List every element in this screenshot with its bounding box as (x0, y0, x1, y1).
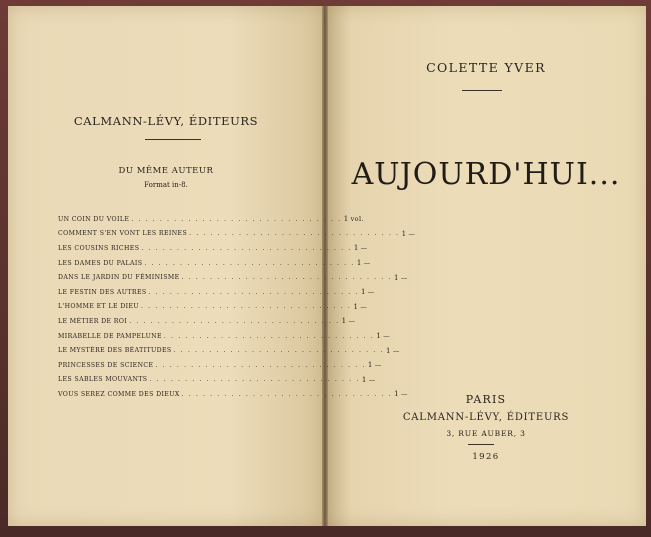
leader-dots: . . . . . . . . . . . . . . . . . . . . . . . . . . . . . . (129, 317, 340, 325)
book-list-title: LES COUSINS RICHES (58, 244, 140, 252)
imprint-publisher: CALMANN-LÉVY, ÉDITEURS (402, 412, 570, 423)
book-list-item (58, 343, 400, 358)
book-list-title: VOUS SEREZ COMME DES DIEUX (58, 390, 180, 398)
imprint-address: 3, RUE AUBER, 3 (446, 429, 526, 438)
leader-dots: . . . . . . . . . . . . . . . . . . . . . . . . . . . . . . (141, 244, 352, 252)
book-list-unit: — (383, 332, 391, 341)
imprint-year: 1926 (472, 452, 500, 462)
book-list-title: L'HOMME ET LE DIEU (58, 303, 139, 311)
leader-dots: . . . . . . . . . . . . . . . . . . . . . . . . . . . . . . (140, 303, 352, 311)
book-list-count: 1 (367, 361, 373, 370)
book-list-count: 1 (353, 302, 359, 311)
book-list-count: 1 (393, 273, 399, 282)
book-list-unit: — (392, 346, 400, 355)
book-list-unit: — (367, 288, 375, 297)
book-list-unit: — (408, 229, 416, 238)
leader-dots: . . . . . . . . . . . . . . . . . . . . . . . . . . . . . . (163, 332, 375, 340)
book-list-title: PRINCESSES DE SCIENCE (58, 361, 154, 369)
book-list-title: LES DAMES DU PALAIS (58, 259, 143, 267)
book-list-item (58, 329, 391, 344)
author-rule (462, 90, 502, 91)
leader-dots: . . . . . . . . . . . . . . . . . . . . . . . . . . . . . . (148, 288, 359, 296)
book-list-item (58, 285, 375, 300)
leader-dots: . . . . . . . . . . . . . . . . . . . . . . . . . . . . . . (189, 230, 400, 238)
book-list-unit: — (363, 259, 371, 268)
book-list-title: LE MÉTIER DE ROI (58, 317, 128, 325)
leader-dots: . . . . . . . . . . . . . . . . . . . . . . . . . . . . . . (131, 215, 342, 223)
left-divider-rule (145, 139, 201, 140)
book-list-count: 1 (361, 375, 367, 384)
book-list-count: 1 (376, 332, 382, 341)
imprint-rule (468, 444, 494, 445)
book-list-item (58, 314, 356, 329)
book-list-item (58, 300, 368, 315)
book-list-unit: — (400, 273, 408, 282)
book-list-item (58, 373, 376, 388)
book-list-count: 1 (401, 229, 407, 238)
book-list-count: 1 (394, 390, 399, 399)
format-note: Format in-8. (144, 181, 188, 189)
book-list-count: 1 (353, 244, 359, 253)
book-list-item (58, 270, 408, 285)
book-list-item (58, 241, 368, 256)
leader-dots: . . . . . . . . . . . . . . . . . . . . . . . . . . . . . . (181, 390, 393, 398)
book-list-unit: — (374, 361, 382, 370)
book-list-count: 1 (386, 346, 391, 355)
leader-dots: . . . . . . . . . . . . . . . . . . . . . . . . . . . . . . (173, 347, 384, 355)
book-list-unit: — (368, 375, 376, 384)
leader-dots: . . . . . . . . . . . . . . . . . . . . . . . . . . . . . . (181, 274, 392, 282)
book-list-count: 1 (343, 215, 349, 224)
leader-dots: . . . . . . . . . . . . . . . . . . . . . . . . . . . . . . (149, 376, 360, 384)
book-list-title: UN COIN DU VOILE (58, 215, 130, 223)
leader-dots: . . . . . . . . . . . . . . . . . . . . . . . . . . . . . . (144, 259, 355, 267)
book-list-unit: — (348, 317, 356, 326)
imprint-city: PARIS (465, 393, 507, 406)
book-list-item (58, 227, 416, 242)
book-list-item (58, 256, 371, 271)
book-list (58, 212, 416, 402)
author-name: COLETTE YVER (426, 60, 546, 75)
leader-dots: . . . . . . . . . . . . . . . . . . . . . . . . . . . . . . (155, 361, 366, 369)
book-list-count: 1 (341, 317, 347, 326)
book-list-count: 1 (356, 259, 362, 268)
book-list-unit: — (400, 390, 408, 399)
book-list-title: DANS LE JARDIN DU FÉMINISME (58, 274, 180, 282)
book-list-item (58, 212, 364, 227)
book-list-title: MIRABELLE DE PAMPELUNE (58, 332, 162, 340)
book-list-title: LE FESTIN DES AUTRES (58, 288, 147, 296)
right-page (326, 6, 646, 526)
book-list-unit: — (360, 302, 368, 311)
book-list-title: COMMENT S'EN VONT LES REINES (58, 230, 188, 238)
book-list-unit: — (360, 244, 368, 253)
same-author-heading: DU MÊME AUTEUR (118, 166, 214, 176)
book-list-title: LE MYSTÈRE DES BÉATITUDES (58, 347, 172, 355)
book-list-item (58, 358, 382, 373)
book-list-count: 1 (360, 288, 366, 297)
book-list-title: LES SABLES MOUVANTS (58, 376, 148, 384)
book-title: AUJOURD'HUI... (351, 157, 621, 192)
book-list-item (58, 387, 408, 402)
book-list-unit: vol. (350, 215, 364, 224)
left-publisher: CALMANN-LÉVY, ÉDITEURS (73, 114, 259, 128)
